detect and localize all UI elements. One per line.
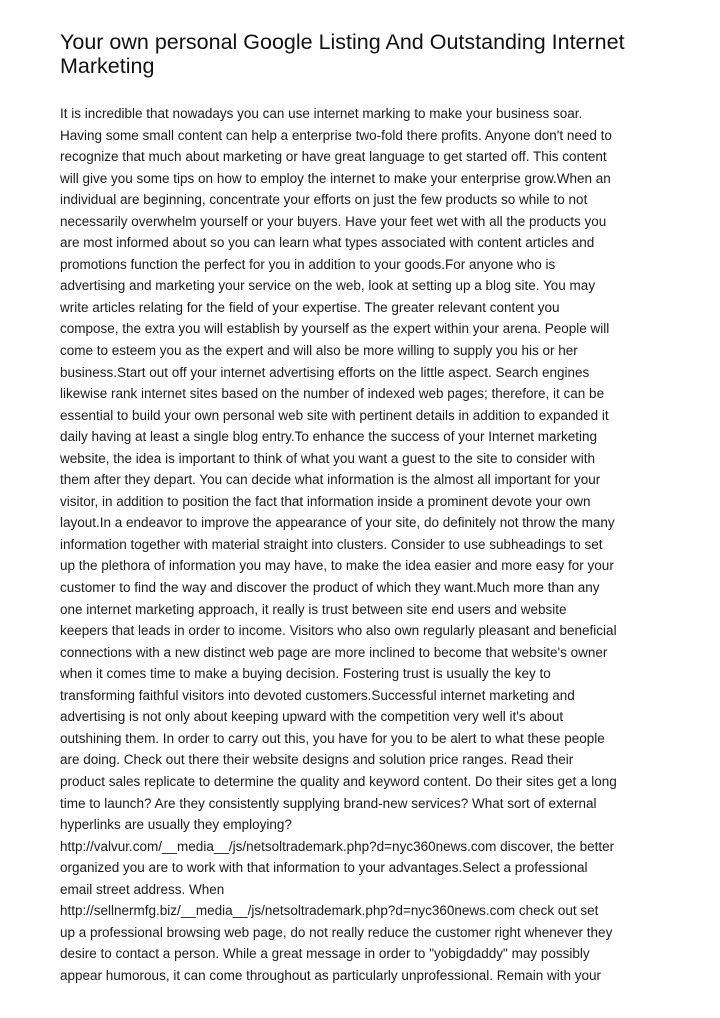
body-line: hyperlinks are usually they employing? [60, 817, 292, 833]
body-line: promotions function the perfect for you in addition to your goods.For anyone who is [60, 256, 556, 272]
body-line: up the plethora of information you may have, to make the idea easier and more easy for your [60, 558, 614, 574]
body-line: email street address. When [60, 881, 225, 897]
body-line: desire to contact a person. While a great message in order to "yobigdaddy" may possibly [60, 946, 590, 962]
body-line: come to esteem you as the expert and will also be more willing to supply you his or her [60, 343, 578, 359]
body-line: will give you some tips on how to employ the internet to make your enterprise grow.When an [60, 170, 611, 186]
body-line: Having some small content can help a enterprise two-fold there profits. Anyone don't need to [60, 127, 612, 143]
body-line: advertising and marketing your service on the web, look at setting up a blog site. You may [60, 278, 596, 294]
body-line: are most informed about so you can learn what types associated with content articles and [60, 235, 595, 251]
body-line: one internet marketing approach, it really is trust between site end users and website [60, 601, 567, 617]
body-line: product sales replicate to determine the quality and keyword content. Do their sites get a long [60, 773, 617, 789]
body-line: likewise rank internet sites based on the number of indexed web pages; therefore, it can be [60, 386, 605, 402]
document-title [60, 30, 666, 78]
body-line: necessarily overwhelm yourself or your buyers. Have your feet wet with all the products you [60, 213, 607, 229]
body-line: http://sellnermfg.biz/__media__/js/netsoltrademark.php?d=nyc360news.com check out set [60, 903, 599, 919]
body-line: daily having at least a single blog entry.To enhance the success of your Internet marketing [60, 429, 598, 445]
body-line: information together with material straight into clusters. Consider to use subheadings to set [60, 536, 603, 552]
body-line: essential to build your own personal web site with pertinent details in addition to expanded it [60, 407, 609, 423]
body-line: keepers that leads in order to income. Visitors who also own regularly pleasant and beneficial [60, 623, 617, 639]
article-body [60, 103, 666, 986]
body-line: individual are beginning, concentrate your efforts on just the few products so while to not [60, 192, 588, 208]
body-line: outshining them. In order to carry out this, you have for you to be alert to what these people [60, 730, 605, 746]
body-line: advertising is not only about keeping upward with the competition very well it's about [60, 709, 564, 725]
body-line: visitor, in addition to position the fact that information inside a prominent devote your own [60, 493, 591, 509]
body-line: when it comes time to make a buying decision. Fostering trust is usually the key to [60, 666, 551, 682]
body-line: time to launch? Are they consistently supplying brand-new services? What sort of external [60, 795, 597, 811]
body-line: It is incredible that nowadays you can use internet marking to make your business soar. [60, 106, 583, 121]
body-line: are doing. Check out there their website designs and solution price ranges. Read their [60, 752, 574, 768]
body-line: them after they depart. You can decide what information is the almost all important for your [60, 472, 601, 488]
body-line: business.Start out off your internet advertising efforts on the little aspect. Search engines [60, 364, 590, 380]
document-page [60, 30, 666, 983]
title-line: Your own personal Google Listing And Outstanding Internet [60, 30, 625, 54]
body-line: recognize that much about marketing or have great language to get started off. This content [60, 149, 607, 165]
body-line: connections with a new distinct web page are more inclined to become that website's owner [60, 644, 608, 660]
body-line: layout.In a endeavor to improve the appearance of your site, do definitely not throw the many [60, 515, 615, 531]
body-line: up a professional browsing web page, do not really reduce the customer right whenever they [60, 924, 613, 940]
title-line: Marketing [60, 54, 155, 78]
body-line: http://valvur.com/__media__/js/netsoltrademark.php?d=nyc360news.com discover, the better [60, 838, 615, 854]
body-line: customer to find the way and discover the product of which they want.Much more than any [60, 580, 600, 596]
body-line: write articles relating for the field of your expertise. The greater relevant content you [60, 299, 560, 315]
body-line: appear humorous, it can come throughout as particularly unprofessional. Remain with your [60, 967, 602, 983]
body-line: compose, the extra you will establish by yourself as the expert within your arena. People will [60, 321, 610, 337]
body-line: organized you are to work with that information to your advantages.Select a professional [60, 860, 588, 876]
body-line: website, the idea is important to think of what you want a guest to the site to consider with [60, 450, 596, 466]
body-line: transforming faithful visitors into devoted customers.Successful internet marketing and [60, 687, 575, 703]
